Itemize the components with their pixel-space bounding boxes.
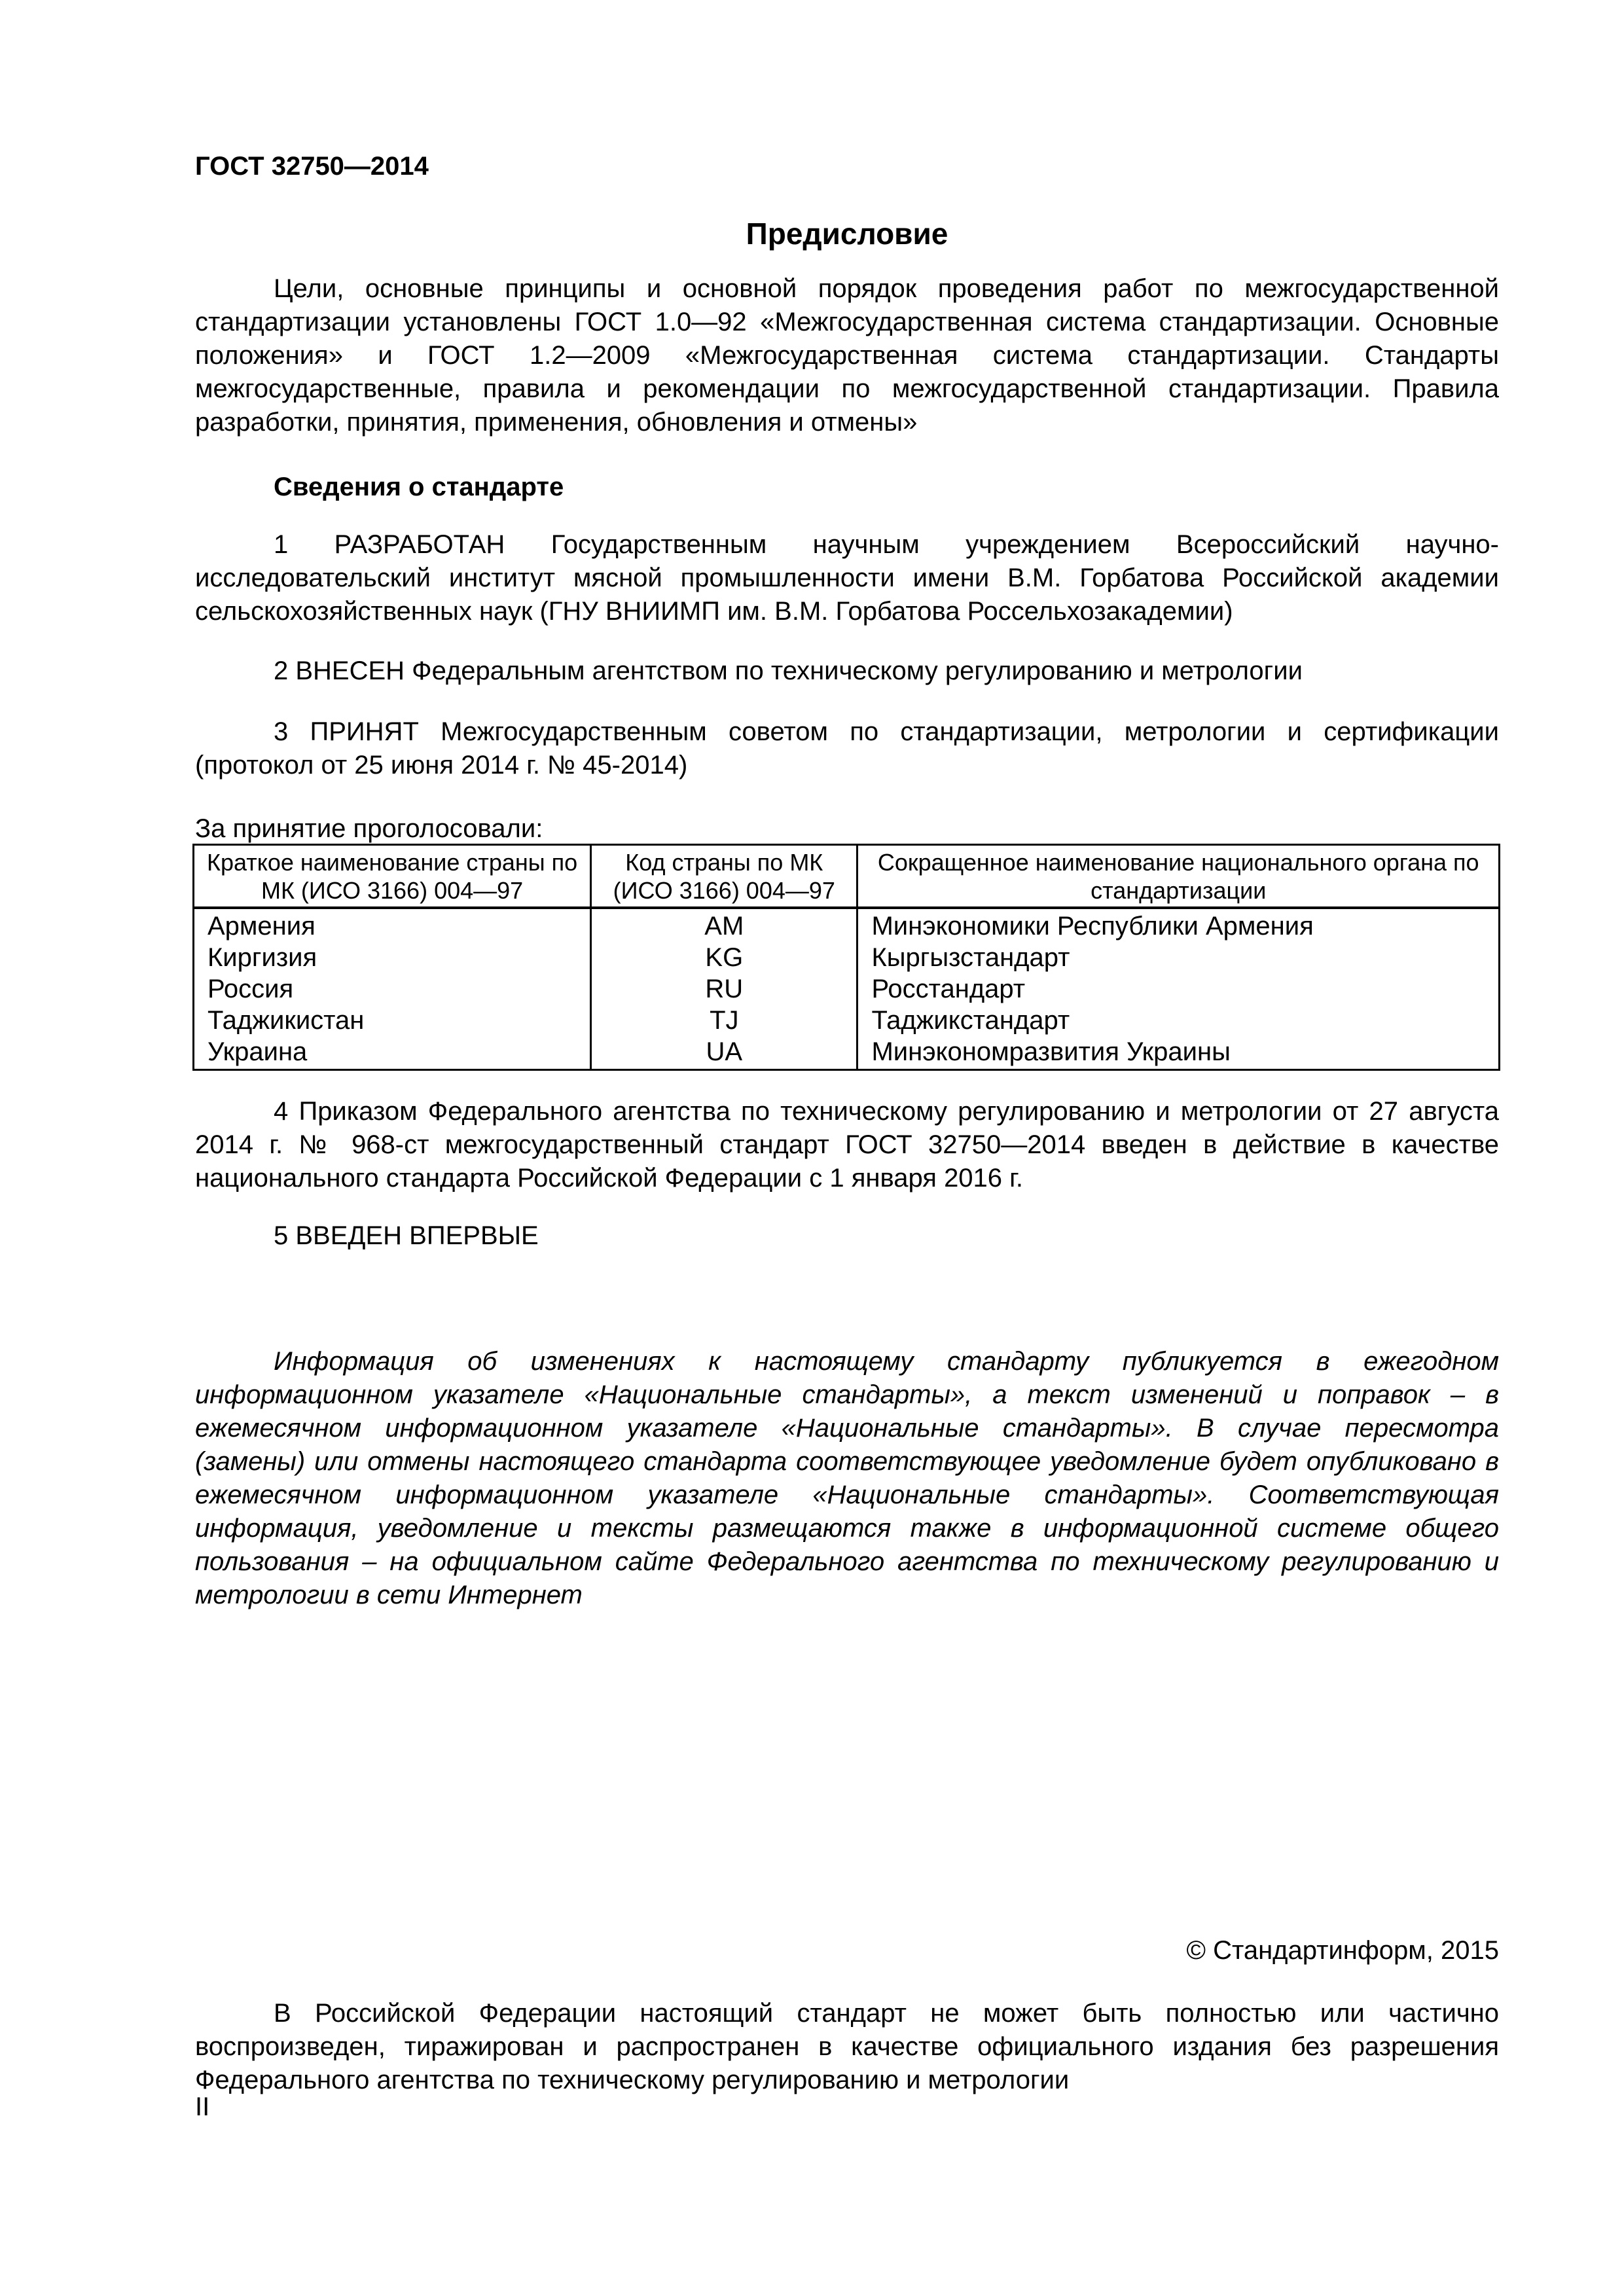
national-body: Кыргызстандарт <box>857 942 1500 973</box>
table-row <box>194 1005 1500 1036</box>
item-developed: 1 РАЗРАБОТАН Государственным научным учреждением Всероссийский научно-исследовательский институт мясной промышленности имени В.М. Горбатова Российской академии сельскохозяйственных наук (ГНУ ВНИИМП им. В.М. Горбатова Россельхозакадемии) <box>195 530 1499 626</box>
country-code: AM <box>591 908 857 942</box>
country-code: RU <box>591 973 857 1005</box>
header-country-name: Краткое наименование страны по МК (ИСО 3166) 004—97 <box>194 845 591 908</box>
page-number: II <box>195 2092 210 2121</box>
national-body: Таджикстандарт <box>857 1005 1500 1036</box>
item-first-introduced: 5 ВВЕДЕН ВПЕРВЫЕ <box>274 1221 539 1250</box>
reproduction-notice: В Российской Федерации настоящий стандарт не может быть полностью или частично воспроизведен, тиражирован и распространен в качестве официального издания без разрешения Федерального агентства по техническому регулированию и метрологии <box>195 1999 1499 2094</box>
table-row <box>194 908 1500 942</box>
country-name: Киргизия <box>194 942 591 973</box>
country-code: KG <box>591 942 857 973</box>
table-row <box>194 1036 1500 1070</box>
country-name: Украина <box>194 1036 591 1070</box>
table-header-row <box>194 845 1500 908</box>
national-body: Минэкономразвития Украины <box>857 1036 1500 1070</box>
national-body: Минэкономики Республики Армения <box>857 908 1500 942</box>
header-national-body: Сокращенное наименование национального органа по стандартизации <box>857 845 1500 908</box>
national-body: Росстандарт <box>857 973 1500 1005</box>
page-title: Предисловие <box>746 217 948 251</box>
section-heading: Сведения о стандарте <box>274 473 564 501</box>
country-code: UA <box>591 1036 857 1070</box>
document-code: ГОСТ 32750—2014 <box>195 152 429 181</box>
item-adopted: 3 ПРИНЯТ Межгосударственным советом по стандартизации, метрологии и сертификации (протокол от 25 июня 2014 г. № 45-2014) <box>195 717 1499 780</box>
table-row <box>194 973 1500 1005</box>
item-submitted: 2 ВНЕСЕН Федеральным агентством по техническому регулированию и метрологии <box>274 656 1303 685</box>
country-name: Армения <box>194 908 591 942</box>
country-code: TJ <box>591 1005 857 1036</box>
changes-notice: Информация об изменениях к настоящему стандарту публикуется в ежегодном информационном указателе «Национальные стандарты», а текст изменений и поправок – в ежемесячном информационном указателе «Национальные стандарты». В случае пересмотра (замены) или отмены настоящего стандарта соответствующее уведомление будет опубликовано в ежемесячном информационном указателе «Национальные стандарты». Соответствующая информация, уведомление и тексты размещаются также в информационной системе общего пользования – на официальном сайте Федерального агентства по техническому регулированию и метрологии в сети Интернет <box>195 1347 1499 1609</box>
country-name: Таджикистан <box>194 1005 591 1036</box>
vote-label: За принятие проголосовали: <box>195 814 543 843</box>
item-enacted: 4 Приказом Федерального агентства по техническому регулированию и метрологии от 27 августа 2014 г. № 968-ст межгосударственный стандарт ГОСТ 32750—2014 введен в действие в качестве национального стандарта Российской Федерации с 1 января 2016 г. <box>195 1097 1499 1193</box>
intro-paragraph: Цели, основные принципы и основной порядок проведения работ по межгосударственной стандартизации установлены ГОСТ 1.0—92 «Межгосударственная система стандартизации. Основные положения» и ГОСТ 1.2—2009 «Межгосударственная система стандартизации. Стандарты межгосударственные, правила и рекомендации по межгосударственной стандартизации. Правила разработки, принятия, применения, обновления и отмены» <box>195 274 1499 437</box>
header-country-code: Код страны по МК (ИСО 3166) 004—97 <box>591 845 857 908</box>
table-row <box>194 942 1500 973</box>
vote-table <box>192 844 1500 1071</box>
copyright-line: © Стандартинформ, 2015 <box>1186 1936 1499 1965</box>
country-name: Россия <box>194 973 591 1005</box>
